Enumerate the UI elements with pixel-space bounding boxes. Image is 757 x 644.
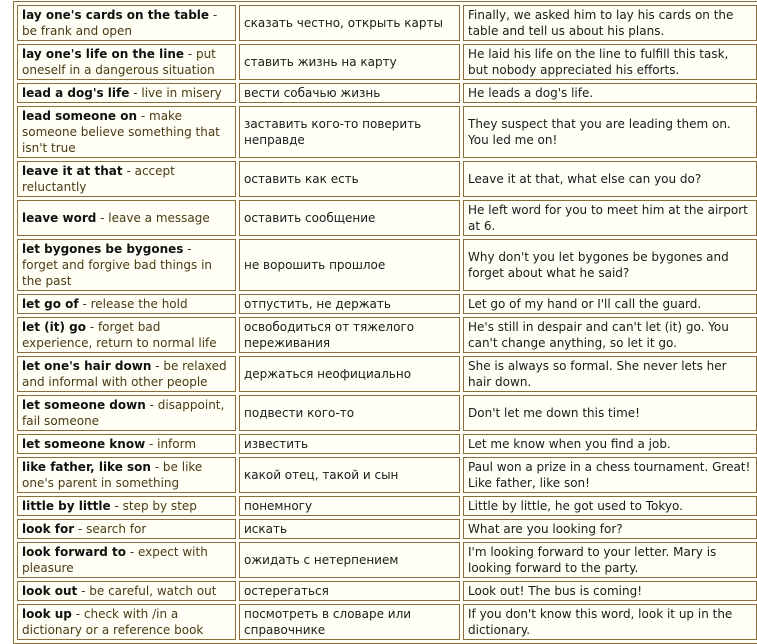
idiom-cell (17, 239, 236, 291)
idiom-term: lead someone on (22, 109, 138, 123)
idiom-cell (17, 317, 236, 353)
idiom-meaning: - forget and forgive bad things in the past (22, 242, 213, 288)
idiom-meaning: - be frank and open (22, 8, 218, 38)
idiom-meaning: - expect with pleasure (22, 545, 208, 575)
translation-cell: посмотреть в словаре или справочнике (239, 604, 460, 640)
idiom-cell (17, 581, 236, 601)
idiom-term: like father, like son (22, 460, 151, 474)
translation-cell: остерегаться (239, 581, 460, 601)
idiom-meaning: - search for (74, 522, 147, 536)
example-cell: Why don't you let bygones be bygones and forget about what he said? (463, 239, 757, 291)
example-cell: He's still in despair and can't let (it) go. You can't change anything, so let it go. (463, 317, 757, 353)
table-row (17, 542, 757, 578)
idiom-cell (17, 200, 236, 236)
example-cell: Let me know when you find a job. (463, 434, 757, 454)
example-cell: Little by little, he got used to Tokyo. (463, 496, 757, 516)
idiom-term: look up (22, 607, 72, 621)
translation-cell: вести собачью жизнь (239, 83, 460, 103)
idiom-cell (17, 604, 236, 640)
example-cell: Leave it at that, what else can you do? (463, 161, 757, 197)
example-cell: She is always so formal. She never lets her hair down. (463, 356, 757, 392)
idiom-cell (17, 356, 236, 392)
idiom-cell (17, 294, 236, 314)
table-row (17, 294, 757, 314)
idiom-term: leave word (22, 211, 97, 225)
idiom-meaning: - leave a message (96, 211, 210, 225)
table-row (17, 106, 757, 158)
idiom-cell (17, 542, 236, 578)
idiom-term: look out (22, 584, 78, 598)
idiom-term: let (it) go (22, 320, 86, 334)
table-row (17, 161, 757, 197)
table-row (17, 581, 757, 601)
idiom-cell (17, 395, 236, 431)
idiom-term: look for (22, 522, 75, 536)
translation-cell: какой отец, такой и сын (239, 457, 460, 493)
idiom-cell (17, 83, 236, 103)
table-row (17, 519, 757, 539)
example-cell: Let go of my hand or I'll call the guard. (463, 294, 757, 314)
translation-cell: не ворошить прошлое (239, 239, 460, 291)
table-row (17, 496, 757, 516)
idiom-term: little by little (22, 499, 111, 513)
translation-cell: освободиться от тяжелого переживания (239, 317, 460, 353)
example-cell: He laid his life on the line to fulfill this task, but nobody appreciated his efforts. (463, 44, 757, 80)
translation-cell: отпустить, не держать (239, 294, 460, 314)
translation-cell: подвести кого-то (239, 395, 460, 431)
translation-cell: держаться неофициально (239, 356, 460, 392)
table-row (17, 395, 757, 431)
table-row (17, 317, 757, 353)
translation-cell: искать (239, 519, 460, 539)
idiom-meaning: - be careful, watch out (77, 584, 217, 598)
translation-cell: понемногу (239, 496, 460, 516)
translation-cell: известить (239, 434, 460, 454)
idiom-meaning: - make someone believe something that isn't true (22, 109, 220, 155)
idiom-meaning: - release the hold (78, 297, 188, 311)
table-row (17, 457, 757, 493)
idiom-meaning: - be relaxed and informal with other people (22, 359, 227, 389)
translation-cell: оставить как есть (239, 161, 460, 197)
example-cell: Finally, we asked him to lay his cards on the table and tell us about his plans. (463, 5, 757, 41)
idiom-meaning: - accept reluctantly (22, 164, 175, 194)
example-cell: He leads a dog's life. (463, 83, 757, 103)
idiom-term: lay one's cards on the table (22, 8, 210, 22)
idiom-term: let one's hair down (22, 359, 152, 373)
translation-cell: сказать честно, открыть карты (239, 5, 460, 41)
idiom-cell (17, 457, 236, 493)
example-cell: They suspect that you are leading them on. You led me on! (463, 106, 757, 158)
idiom-cell (17, 5, 236, 41)
translation-cell: ставить жизнь на карту (239, 44, 460, 80)
example-cell: Paul won a prize in a chess tournament. Great! Like father, like son! (463, 457, 757, 493)
idiom-term: let someone down (22, 398, 146, 412)
table-row (17, 239, 757, 291)
translation-cell: ожидать с нетерпением (239, 542, 460, 578)
table-row (17, 83, 757, 103)
idiom-cell (17, 44, 236, 80)
idiom-meaning: - put oneself in a dangerous situation (22, 47, 216, 77)
example-cell: Don't let me down this time! (463, 395, 757, 431)
idiom-meaning: - live in misery (129, 86, 222, 100)
idiom-meaning: - disappoint, fail someone (22, 398, 225, 428)
idiom-cell (17, 496, 236, 516)
translation-cell: оставить сообщение (239, 200, 460, 236)
table-row (17, 434, 757, 454)
table-row (17, 200, 757, 236)
idiom-term: look forward to (22, 545, 126, 559)
example-cell: If you don't know this word, look it up in the dictionary. (463, 604, 757, 640)
idiom-cell (17, 161, 236, 197)
idiom-meaning: - inform (145, 437, 197, 451)
example-cell: Look out! The bus is coming! (463, 581, 757, 601)
table-row (17, 5, 757, 41)
idiom-term: let bygones be bygones (22, 242, 184, 256)
idiom-meaning: - check with /in a dictionary or a reference book (22, 607, 204, 637)
idiom-meaning: - step by step (110, 499, 197, 513)
idiom-term: let go of (22, 297, 79, 311)
idiom-meaning: - be like one's parent in something (22, 460, 203, 490)
idiom-term: leave it at that (22, 164, 123, 178)
example-cell: What are you looking for? (463, 519, 757, 539)
idiom-term: let someone know (22, 437, 146, 451)
idiom-cell (17, 519, 236, 539)
table-row (17, 604, 757, 640)
idiom-meaning: - forget bad experience, return to normal life (22, 320, 217, 350)
idiom-term: lay one's life on the line (22, 47, 184, 61)
table-row (17, 44, 757, 80)
example-cell: I'm looking forward to your letter. Mary is looking forward to the party. (463, 542, 757, 578)
example-cell: He left word for you to meet him at the airport at 6. (463, 200, 757, 236)
idiom-cell (17, 434, 236, 454)
idiom-term: lead a dog's life (22, 86, 130, 100)
idiom-cell (17, 106, 236, 158)
translation-cell: заставить кого-то поверить неправде (239, 106, 460, 158)
table-row (17, 356, 757, 392)
idioms-table (13, 1, 757, 644)
